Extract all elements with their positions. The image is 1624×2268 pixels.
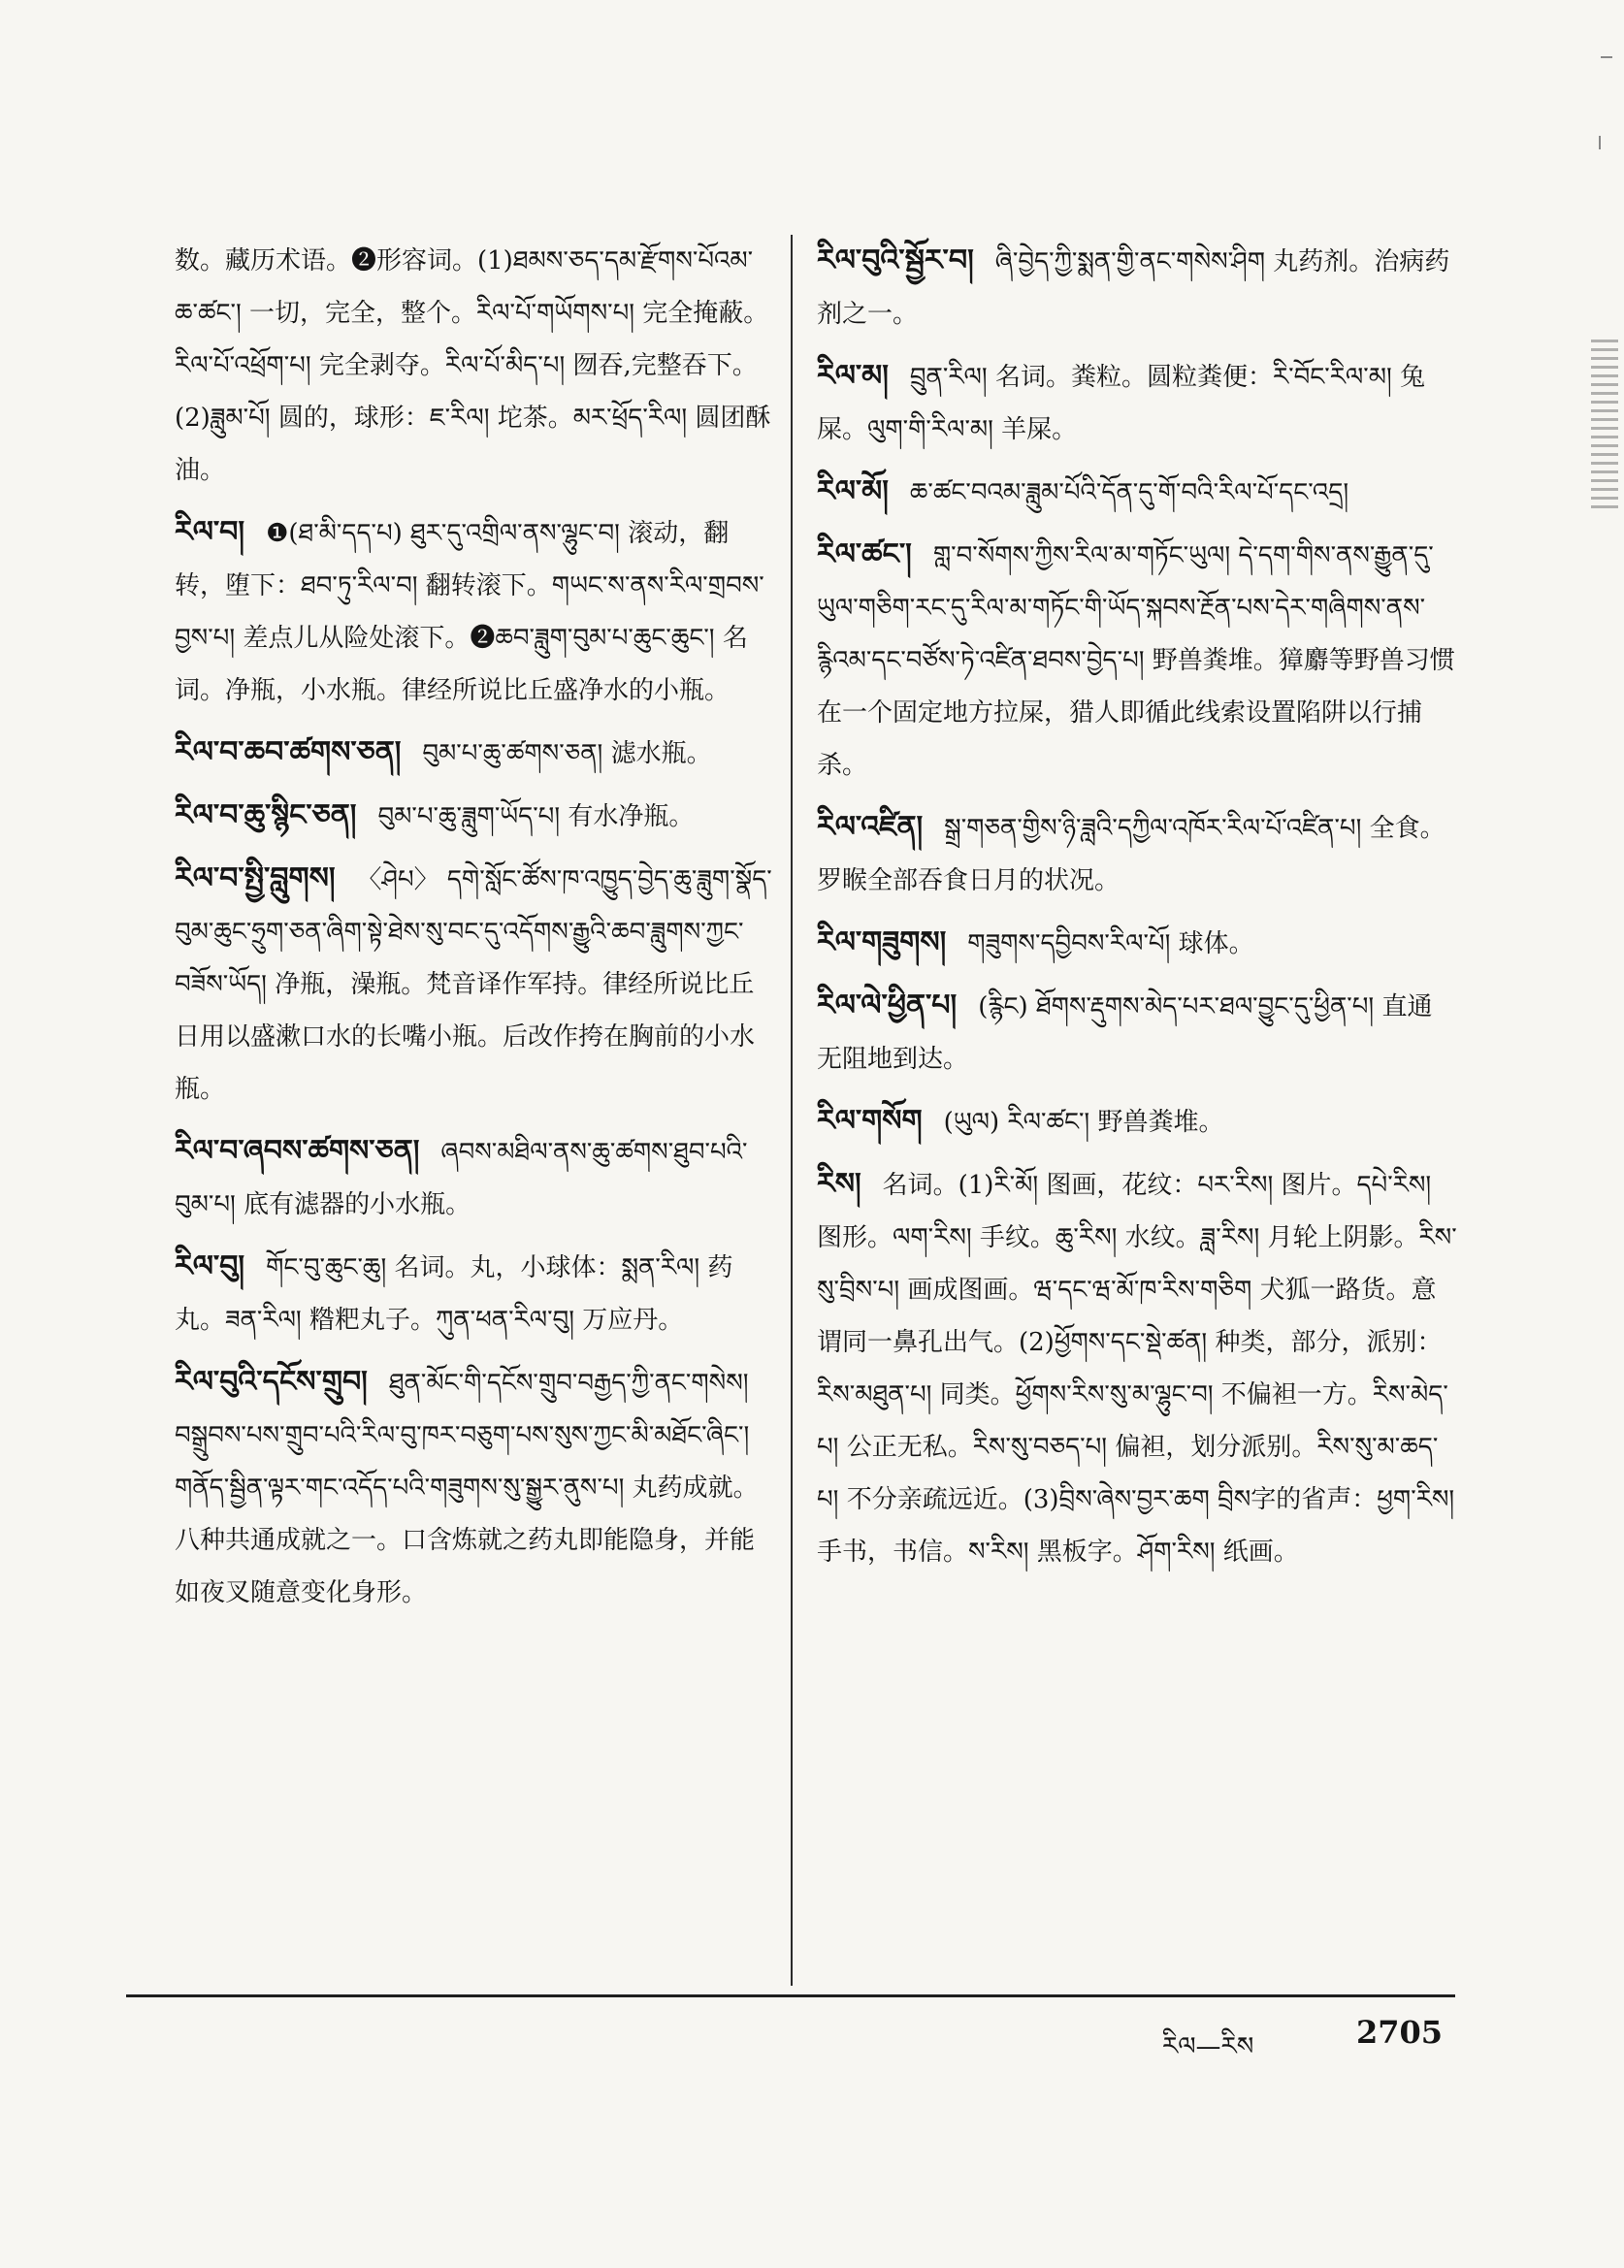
dictionary-entry: [817, 466, 1457, 519]
entry-headword: རིལ་འཛིན།: [817, 810, 924, 844]
entry-headword: རིལ་བུའི་དངོས་གྲུབ།: [175, 1365, 368, 1399]
entry-headword: རིས།: [817, 1167, 861, 1201]
entry-definition: ཐུན་མོང་གི་དངོས་གྲུབ་བརྒྱད་ཀྱི་ནང་གསེས། བསྒྲུབས་པས་གྲུབ་པའི་རིལ་བུ་ཁར་བཅུག་པས་སུས་ཀྱང་མི་མཐོང་ཞིང་། གནོད་སྦྱིན་ལྟར་གང་འདོད་པའི་གཟུགས་སུ་སྒྱུར་ནུས་པ། 丸药成就。八种共通成就之一。口含炼就之药丸即能隐身，并能如夜叉随意变化身形。: [175, 1369, 759, 1607]
dictionary-entry: [175, 506, 776, 717]
entry-headword: རིལ་གསོག: [817, 1104, 923, 1138]
dictionary-entry: [175, 790, 776, 843]
margin-scan-marks: [1591, 340, 1618, 514]
scan-mark: [1599, 136, 1601, 149]
dictionary-entry: [817, 801, 1457, 907]
dictionary-entry: [817, 917, 1457, 970]
footer-rule: [126, 1994, 1455, 1997]
dictionary-entry: [175, 1125, 776, 1231]
entry-headword: རིལ་ཚང་།: [817, 537, 912, 571]
entry-headword: རིལ་བུ།: [175, 1249, 245, 1283]
entry-headword: རིལ་བ་ཞབས་ཚགས་ཅན།: [175, 1134, 420, 1168]
column-divider: [791, 235, 793, 1986]
right-column: [817, 235, 1457, 1588]
continued-entry-text: 数。藏历术语。❷形容词。(1)ཐམས་ཅད་དམ་རྫོགས་པོའམ་ཆ་ཚང་། 一切，完全，整个。རིལ་པོ་གཡོགས་པ། 完全掩蔽。རིལ་པོ་འཕྲོག་པ། 完全剥夺。རིལ་པོ་མིད་པ། 囫吞,完整吞下。(2)ཟླུམ་པོ། 圆的，球形：ཇ་རིལ། 坨茶。མར་ཕྲོད་རིལ། 圆团酥油。: [175, 246, 771, 485]
entry-definition: བུམ་པ་ཆུ་ཚགས་ཅན། 滤水瓶。: [422, 739, 712, 768]
entry-definition: ❶(ཐ་མི་དད་པ) ཐུར་དུ་འགྲིལ་ནས་ལྷུང་བ། 滚动，翻转，堕下：ཐབ་ཏུ་རིལ་བ། 翻转滚下。གཡང་ས་ནས་རིལ་གྲབས་བྱས་པ། 差点儿从险处滚下。❷ཆབ་ཟླུག་བུམ་པ་ཆུང་ཆུང་། 名词。净瓶，小水瓶。律经所说比丘盛净水的小瓶。: [175, 519, 764, 705]
dictionary-entry: [175, 853, 776, 1116]
entry-definition: བྲུན་རིལ། 名词。粪粒。圆粒粪便：རི་བོང་རིལ་མ། 兔屎。ལུག་གི་རིལ་མ། 羊屎。: [817, 363, 1426, 444]
left-column: [175, 235, 776, 1629]
entry-definition: ཞབས་མཐིལ་ནས་ཆུ་ཚགས་ཐུབ་པའི་བུམ་པ། 底有滤器的小水瓶。: [175, 1138, 748, 1219]
entry-definition: 名词。(1)རི་མོ། 图画，花纹：པར་རིས། 图片。དཔེ་རིས། 图形。ལག་རིས། 手纹。ཆུ་རིས། 水纹。ཟླ་རིས། 月轮上阴影。རིས་སུ་བྲིས་པ། 画成图画。ཝ་དང་ཝ་མོ་ཁ་རིས་གཅིག 犬狐一路货。意谓同一鼻孔出气。(2)ཕྱོགས་དང་སྡེ་ཚན། 种类，部分，派别：རིས་མཐུན་པ། 同类。ཕྱོགས་རིས་སུ་མ་ལྷུང་བ། 不偏袒一方。རིས་མེད་པ། 公正无私。རིས་སུ་བཅད་པ། 偏袒，划分派别。རིས་སུ་མ་ཆད་པ། 不分亲疏远近。(3)བྲིས་ཞེས་བྱར་ཆག བྲིས字的省声：ཕྱག་རིས། 手书，书信。ས་རིས། 黑板字。ཤོག་རིས། 纸画。: [817, 1171, 1457, 1567]
entry-headword: རིལ་གཟུགས།: [817, 925, 947, 959]
entry-definition: 〈ཤེཔ〉 དགེ་སློང་ཚོས་ཁ་འཁྱུད་བྱེད་ཆུ་ཟླུག་སྣོད་བུམ་ཆུང་ཧྲུག་ཅན་ཞིག་སྟེ་ཐེས་སུ་བང་དུ་འདོགས་རྒྱུའི་ཆབ་ཟླུགས་ཀྱང་བཟོས་ཡོད། 净瓶，澡瓶。梵音译作军持。律经所说比丘日用以盛漱口水的长嘴小瓶。后改作挎在胸前的小水瓶。: [175, 865, 772, 1104]
dictionary-entry: [817, 235, 1457, 340]
entry-definition: (ཡུལ) རིལ་ཚང་། 野兽粪堆。: [943, 1108, 1224, 1137]
entry-definition: ཞི་བྱེད་ཀྱི་སྨན་གྱི་ནང་གསེས་ཤིག 丸药剂。治病药剂之一。: [817, 247, 1450, 329]
entry-headword: རིལ་བ་ཆབ་ཚགས་ཅན།: [175, 735, 402, 769]
page-number: 2705: [1356, 2014, 1444, 2051]
dictionary-entry: [175, 727, 776, 780]
entry-headword: རིལ་མོ།: [817, 474, 889, 508]
entry-definition: གླ་བ་སོགས་ཀྱིས་རིལ་མ་གཏོང་ཡུལ། དེ་དག་གིས་ནས་རྒྱུན་དུ་ཡུལ་གཅིག་རང་དུ་རིལ་མ་གཏོང་གི་ཡོད་སྐབས་རྔོན་པས་དེར་གཞིགས་ནས་རྙིའམ་དང་བཙོས་ཏེ་འཛིན་ཐབས་བྱེད་པ། 野兽粪堆。獐麝等野兽习惯在一个固定地方拉屎，猎人即循此线索设置陷阱以行捕杀。: [817, 541, 1455, 780]
dictionary-entry: [817, 1158, 1457, 1578]
dictionary-entry: [817, 350, 1457, 456]
running-head-range: རིལ—རིས: [1162, 2032, 1254, 2061]
entry-definition: ཆ་ཚང་བའམ་ཟླུམ་པོའི་དོན་དུ་གོ་བའི་རིལ་པོ་དང་འདྲ།: [909, 478, 1349, 507]
dictionary-entry: [817, 1095, 1457, 1149]
dictionary-entry: [175, 1241, 776, 1346]
entry-definition: (རྙིང) ཐོགས་རྡུགས་མེད་པར་ཐལ་བྱུང་དུ་ཕྱིན་པ། 直通无阻地到达。: [817, 992, 1433, 1074]
entry-headword: རིལ་བ་སྤྱི་བླུགས།: [175, 861, 336, 895]
entry-headword: རིལ་བ།: [175, 515, 245, 549]
entry-definition: གཟུགས་དབྱིབས་རིལ་པོ། 球体。: [967, 929, 1254, 958]
entry-definition: སྒྲ་གཅན་གྱིས་ཉི་ཟླའི་དཀྱིལ་འཁོར་རིལ་པོ་འཛིན་པ། 全食。罗睺全部吞食日月的状况。: [817, 814, 1445, 895]
entry-definition: གོང་བུ་ཆུང་ཆུ། 名词。丸，小球体：སྨན་རིལ། 药丸。ཟན་རིལ། 糌粑丸子。ཀུན་ཕན་རིལ་བུ། 万应丹。: [175, 1253, 733, 1335]
entry-headword: རིལ་བུའི་སྦྱོར་བ།: [817, 243, 974, 277]
dictionary-entry: [817, 529, 1457, 792]
entry-headword: རིལ་བ་ཆུ་སྙིང་ཅན།: [175, 798, 357, 832]
dictionary-entry: [175, 1356, 776, 1619]
entry-definition: བུམ་པ་ཆུ་ཟླུག་ཡོད་པ། 有水净瓶。: [377, 802, 695, 831]
dictionary-entry: [817, 980, 1457, 1085]
entry-headword: རིལ་ལེ་ཕྱིན་པ།: [817, 988, 958, 1022]
scan-mark: [1601, 56, 1612, 58]
entry-headword: རིལ་མ།: [817, 359, 889, 393]
